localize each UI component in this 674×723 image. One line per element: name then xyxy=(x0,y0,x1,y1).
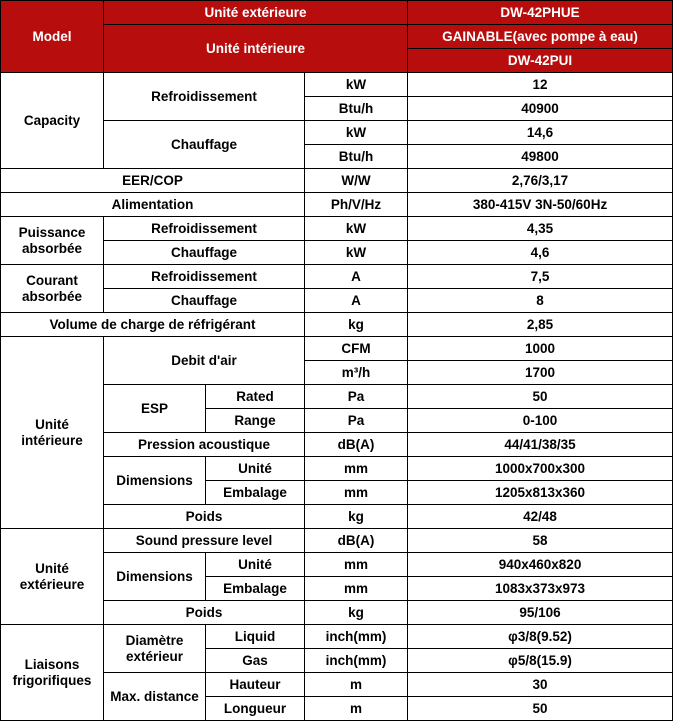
pipe-diameter-label-line2: extérieur xyxy=(125,648,184,664)
power-supply-label: Alimentation xyxy=(1,193,305,217)
indoor-unit-label: Unité intérieure xyxy=(104,25,408,73)
pipe-diameter-label xyxy=(104,625,206,673)
current-label-line2: absorbée xyxy=(21,288,83,304)
unit-cell: W/W xyxy=(305,169,408,193)
piping-label-line2: frigorifiques xyxy=(12,672,92,688)
unit-cell: kg xyxy=(305,313,408,337)
outdoor-section-label xyxy=(1,529,104,625)
value-cell: 44/41/38/35 xyxy=(408,433,673,457)
value-cell: φ5/8(15.9) xyxy=(408,649,673,673)
value-cell: 2,76/3,17 xyxy=(408,169,673,193)
value-cell: 380-415V 3N-50/60Hz xyxy=(408,193,673,217)
eer-label: EER/COP xyxy=(1,169,305,193)
unit-cell: inch(mm) xyxy=(305,625,408,649)
unit-cell: Btu/h xyxy=(305,145,408,169)
unit-cell: kW xyxy=(305,121,408,145)
unit-cell: Btu/h xyxy=(305,97,408,121)
table-row xyxy=(1,73,673,97)
power-input-label-line1: Puissance xyxy=(18,224,86,240)
table-row xyxy=(1,169,673,193)
unit-cell: mm xyxy=(305,481,408,505)
current-label-line1: Courant xyxy=(26,272,78,288)
power-input-heating-label: Chauffage xyxy=(104,241,305,265)
table-row xyxy=(1,529,673,553)
unit-cell: kW xyxy=(305,241,408,265)
indoor-unit-type: GAINABLE(avec pompe à eau) xyxy=(408,25,673,49)
indoor-dim-packing-label: Embalage xyxy=(206,481,305,505)
value-cell: 1700 xyxy=(408,361,673,385)
unit-cell: A xyxy=(305,289,408,313)
unit-cell: inch(mm) xyxy=(305,649,408,673)
unit-cell: m xyxy=(305,673,408,697)
max-distance-label: Max. distance xyxy=(104,673,206,721)
outdoor-dim-unit-label: Unité xyxy=(206,553,305,577)
outdoor-unit-label: Unité extérieure xyxy=(104,1,408,25)
pipe-gas-label: Gas xyxy=(206,649,305,673)
pipe-liquid-label: Liquid xyxy=(206,625,305,649)
unit-cell: A xyxy=(305,265,408,289)
capacity-heating-label: Chauffage xyxy=(104,121,305,169)
value-cell: 2,85 xyxy=(408,313,673,337)
unit-cell: mm xyxy=(305,577,408,601)
indoor-label-line2: intérieure xyxy=(21,432,83,448)
value-cell: 4,35 xyxy=(408,217,673,241)
value-cell: φ3/8(9.52) xyxy=(408,625,673,649)
unit-cell: m³/h xyxy=(305,361,408,385)
value-cell: 8 xyxy=(408,289,673,313)
header-row-outdoor xyxy=(1,1,673,25)
current-cooling-label: Refroidissement xyxy=(104,265,305,289)
unit-cell: Pa xyxy=(305,385,408,409)
value-cell: 1083x373x973 xyxy=(408,577,673,601)
unit-cell: CFM xyxy=(305,337,408,361)
value-cell: 1000 xyxy=(408,337,673,361)
value-cell: 12 xyxy=(408,73,673,97)
unit-cell: dB(A) xyxy=(305,433,408,457)
esp-label: ESP xyxy=(104,385,206,433)
value-cell: 14,6 xyxy=(408,121,673,145)
value-cell: 30 xyxy=(408,673,673,697)
unit-cell: kg xyxy=(305,601,408,625)
refrigerant-label: Volume de charge de réfrigérant xyxy=(1,313,305,337)
table-row xyxy=(1,265,673,289)
unit-cell: mm xyxy=(305,553,408,577)
unit-cell: dB(A) xyxy=(305,529,408,553)
table-row xyxy=(1,313,673,337)
max-length-label: Longueur xyxy=(206,697,305,721)
value-cell: 95/106 xyxy=(408,601,673,625)
unit-cell: kW xyxy=(305,73,408,97)
esp-rated-label: Rated xyxy=(206,385,305,409)
power-input-label-line2: absorbée xyxy=(21,240,83,256)
model-label: Model xyxy=(1,1,104,73)
unit-cell: mm xyxy=(305,457,408,481)
value-cell: 50 xyxy=(408,385,673,409)
piping-section-label xyxy=(1,625,104,721)
value-cell: 40900 xyxy=(408,97,673,121)
outdoor-label-line1: Unité xyxy=(35,560,69,576)
table-row xyxy=(1,625,673,649)
value-cell: 4,6 xyxy=(408,241,673,265)
piping-label-line1: Liaisons xyxy=(24,656,80,672)
outdoor-weight-label: Poids xyxy=(104,601,305,625)
indoor-dim-unit-label: Unité xyxy=(206,457,305,481)
current-label xyxy=(1,265,104,313)
unit-cell: kW xyxy=(305,217,408,241)
value-cell: 50 xyxy=(408,697,673,721)
table-row xyxy=(1,337,673,361)
capacity-cooling-label: Refroidissement xyxy=(104,73,305,121)
unit-cell: kg xyxy=(305,505,408,529)
value-cell: 1000x700x300 xyxy=(408,457,673,481)
outdoor-sound-label: Sound pressure level xyxy=(104,529,305,553)
outdoor-dim-packing-label: Embalage xyxy=(206,577,305,601)
outdoor-label-line2: extérieure xyxy=(19,576,85,592)
current-heating-label: Chauffage xyxy=(104,289,305,313)
indoor-section-label xyxy=(1,337,104,529)
power-input-label xyxy=(1,217,104,265)
capacity-label: Capacity xyxy=(1,73,104,169)
esp-range-label: Range xyxy=(206,409,305,433)
power-input-cooling-label: Refroidissement xyxy=(104,217,305,241)
outdoor-unit-model: DW-42PHUE xyxy=(408,1,673,25)
value-cell: 0-100 xyxy=(408,409,673,433)
indoor-weight-label: Poids xyxy=(104,505,305,529)
unit-cell: m xyxy=(305,697,408,721)
outdoor-dimensions-label: Dimensions xyxy=(104,553,206,601)
indoor-label-line1: Unité xyxy=(35,416,69,432)
value-cell: 58 xyxy=(408,529,673,553)
unit-cell: Ph/V/Hz xyxy=(305,193,408,217)
value-cell: 49800 xyxy=(408,145,673,169)
value-cell: 940x460x820 xyxy=(408,553,673,577)
indoor-dimensions-label: Dimensions xyxy=(104,457,206,505)
indoor-unit-model: DW-42PUI xyxy=(408,49,673,73)
airflow-label: Debit d'air xyxy=(104,337,305,385)
value-cell: 7,5 xyxy=(408,265,673,289)
value-cell: 1205x813x360 xyxy=(408,481,673,505)
table-row xyxy=(1,193,673,217)
pipe-diameter-label-line1: Diamètre xyxy=(125,632,184,648)
indoor-sound-label: Pression acoustique xyxy=(104,433,305,457)
value-cell: 42/48 xyxy=(408,505,673,529)
unit-cell: Pa xyxy=(305,409,408,433)
table-row xyxy=(1,217,673,241)
max-height-label: Hauteur xyxy=(206,673,305,697)
